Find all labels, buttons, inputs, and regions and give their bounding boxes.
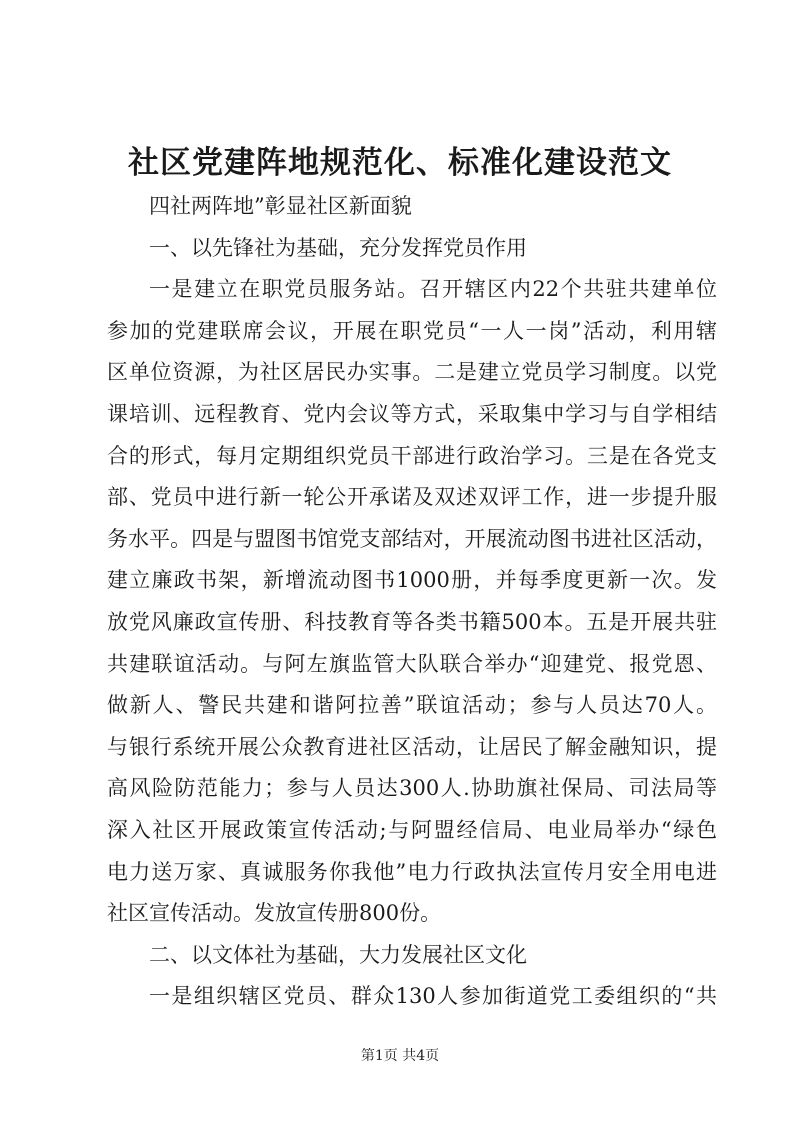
page-number-label: 第1页 共4页 <box>360 1048 440 1064</box>
text-line: 课培训、远程教育、党内会议等方式，采取集中学习与自学相结 <box>107 401 717 426</box>
section-heading: 二、以文体社为基础，大力发展社区文化 <box>149 942 527 967</box>
text-line: 部、党员中进行新一轮公开承诺及双述双评工作，进一步提升服 <box>107 485 717 510</box>
text-line: 社区宣传活动。发放宣传册800份。 <box>107 901 442 926</box>
page-footer <box>0 1046 800 1066</box>
text-line: 高风险防范能力；参与人员达300人.协助旗社保局、司法局等 <box>107 776 717 801</box>
text-line: 与银行系统开展公众教育进社区活动，让居民了解金融知识，提 <box>107 734 717 759</box>
text-line: 合的形式，每月定期组织党员干部进行政治学习。三是在各党支 <box>107 443 717 468</box>
text-line: 建立廉政书架，新增流动图书1000册，并每季度更新一次。发 <box>107 568 717 593</box>
text-line: 共建联谊活动。与阿左旗监管大队联合举办“迎建党、报党恩、 <box>107 651 717 676</box>
text-line: 电力送万家、真诚服务你我他”电力行政执法宣传月安全用电进 <box>107 859 717 884</box>
text-line: 一是组织辖区党员、群众130人参加街道党工委组织的“共 <box>149 984 717 1009</box>
section-heading: 一、以先锋社为基础，充分发挥党员作用 <box>149 235 527 260</box>
text-line: 区单位资源，为社区居民办实事。二是建立党员学习制度。以党 <box>107 360 717 385</box>
text-line: 务水平。四是与盟图书馆党支部结对，开展流动图书进社区活动， <box>107 526 717 551</box>
text-line: 放党风廉政宣传册、科技教育等各类书籍500本。五是开展共驻 <box>107 609 717 634</box>
document-body <box>107 186 717 1018</box>
document-title: 社区党建阵地规范化、标准化建设范文 <box>128 145 672 181</box>
text-line: 做新人、警民共建和谐阿拉善”联谊活动；参与人员达70人。 <box>107 693 717 718</box>
text-line: 四社两阵地”彰显社区新面貌 <box>149 194 412 218</box>
text-line: 深入社区开展政策宣传活动;与阿盟经信局、电业局举办“绿色 <box>107 817 717 842</box>
text-line: 参加的党建联席会议，开展在职党员“一人一岗”活动，利用辖 <box>107 318 717 343</box>
text-line: 一是建立在职党员服务站。召开辖区内22个共驻共建单位 <box>149 277 717 302</box>
